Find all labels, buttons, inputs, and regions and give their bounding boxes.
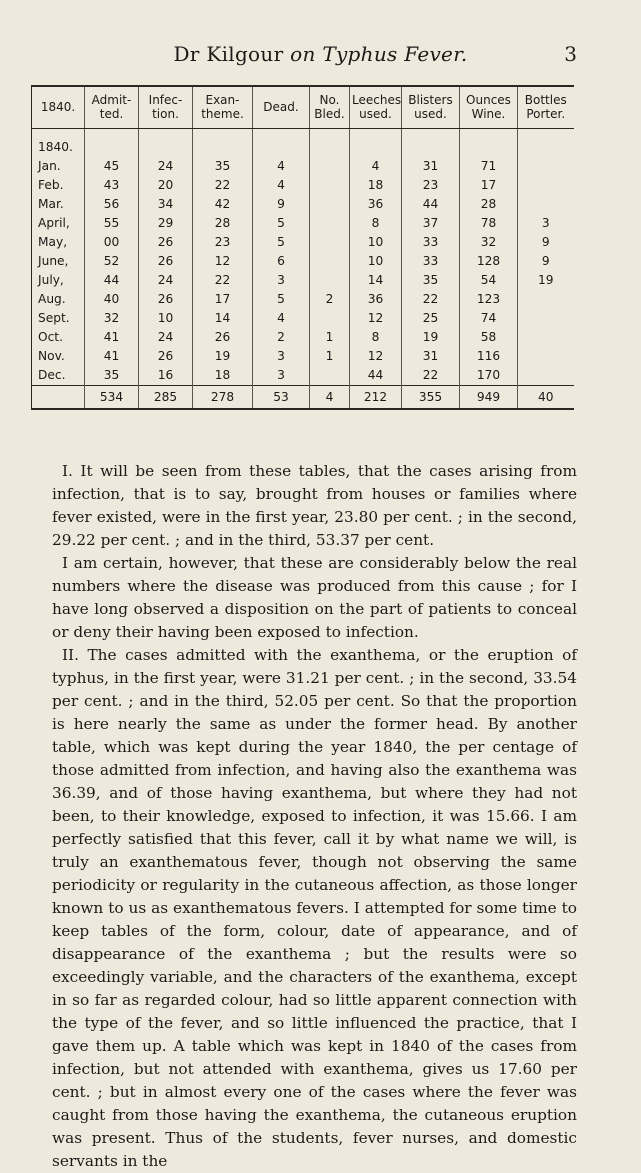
running-head xyxy=(0,42,641,72)
value-cell: 10 xyxy=(350,233,402,252)
table-row xyxy=(32,214,574,233)
value-cell: 36 xyxy=(350,290,402,309)
value-cell: 1 xyxy=(310,328,350,347)
value-cell: 42 xyxy=(193,195,253,214)
value-cell: 44 xyxy=(85,271,139,290)
value-cell: 23 xyxy=(402,176,460,195)
table-row xyxy=(32,252,574,271)
table-row xyxy=(32,233,574,252)
value-cell: 56 xyxy=(85,195,139,214)
value-cell: 12 xyxy=(350,309,402,328)
value-cell: 55 xyxy=(85,214,139,233)
value-cell: 16 xyxy=(139,366,193,386)
value-cell: 18 xyxy=(193,366,253,386)
column-header: Admit- ted. xyxy=(85,86,139,129)
value-cell: 41 xyxy=(85,347,139,366)
value-cell: 2 xyxy=(310,290,350,309)
value-cell xyxy=(310,309,350,328)
value-cell xyxy=(310,176,350,195)
total-cell xyxy=(32,386,85,410)
value-cell: 58 xyxy=(460,328,518,347)
month-cell: July, xyxy=(32,271,85,290)
value-cell xyxy=(310,252,350,271)
value-cell: 4 xyxy=(253,309,310,328)
table-row xyxy=(32,271,574,290)
statistics-table xyxy=(31,85,574,410)
column-header: Infec- tion. xyxy=(139,86,193,129)
value-cell xyxy=(518,309,574,328)
value-cell: 3 xyxy=(518,214,574,233)
value-cell: 3 xyxy=(253,271,310,290)
value-cell: 10 xyxy=(350,252,402,271)
total-cell: 534 xyxy=(85,386,139,410)
header-row xyxy=(32,86,574,129)
value-cell: 44 xyxy=(350,366,402,386)
column-header: Dead. xyxy=(253,86,310,129)
value-cell: 19 xyxy=(518,271,574,290)
table-body xyxy=(32,129,574,410)
value-cell xyxy=(518,195,574,214)
value-cell: 9 xyxy=(518,252,574,271)
value-cell: 9 xyxy=(518,233,574,252)
year-label: 1840. xyxy=(32,129,85,158)
value-cell: 24 xyxy=(139,328,193,347)
table-header xyxy=(32,86,574,129)
value-cell: 26 xyxy=(139,233,193,252)
total-cell: 53 xyxy=(253,386,310,410)
value-cell: 14 xyxy=(350,271,402,290)
value-cell: 31 xyxy=(402,347,460,366)
value-cell xyxy=(310,195,350,214)
column-header: Blisters used. xyxy=(402,86,460,129)
value-cell xyxy=(518,157,574,176)
value-cell: 54 xyxy=(460,271,518,290)
value-cell: 4 xyxy=(253,157,310,176)
value-cell: 5 xyxy=(253,214,310,233)
value-cell: 3 xyxy=(253,366,310,386)
running-head-title: Dr Kilgour on Typhus Fever. xyxy=(173,42,468,66)
value-cell: 2 xyxy=(253,328,310,347)
paragraph: II. The cases admitted with the exanthema, or the eruption of typhus, in the first year, were 31.21 per cent. ; in the second, 33.54 per cent. ; and in the third, 52.05 per cent. So that the proportion is here nearly the same as under the former head. By another table, which was kept during the year 1840, the per centage of those admitted from infection, and having also the exanthema was 36.39, and of those having exanthema, but where they had not been, to their knowledge, exposed to infection, it was 15.66. I am perfectly satisfied that this fever, call it by what name we will, is truly an exanthematous fever, though not observing the same periodicity or regularity in the cutaneous affection, as those longer known to us as exanthematous fevers. I attempted for some time to keep tables of the form, colour, date of appearance, and of disappearance of the exanthema ; but the results were so exceedingly variable, and the characters of the exanthema, except in so far as regarded colour, had so little apparent connection with the type of the fever, and so little influenced the practice, that I gave them up. A table which was kept in 1840 of the cases from infection, but not attended with exanthema, gives us 17.60 per cent. ; but in almost every one of the cases where the fever was caught from those having the exanthema, the cutaneous eruption was present. Thus of the students, fever nurses, and domestic servants in the xyxy=(52,646,577,1170)
value-cell xyxy=(518,328,574,347)
table-row xyxy=(32,309,574,328)
value-cell: 36 xyxy=(350,195,402,214)
month-cell: April, xyxy=(32,214,85,233)
paragraph: I am certain, however, that these are considerably below the real numbers where the disease was produced from this cause ; for I have long observed a disposition on the part of patients to conceal or deny their having been exposed to infection. xyxy=(52,554,577,641)
value-cell: 32 xyxy=(85,309,139,328)
value-cell xyxy=(310,233,350,252)
value-cell xyxy=(518,176,574,195)
table-row xyxy=(32,176,574,195)
column-header: Leeches used. xyxy=(350,86,402,129)
month-cell: Aug. xyxy=(32,290,85,309)
value-cell: 28 xyxy=(193,214,253,233)
table-row xyxy=(32,366,574,386)
value-cell: 4 xyxy=(350,157,402,176)
value-cell: 22 xyxy=(193,176,253,195)
value-cell: 123 xyxy=(460,290,518,309)
value-cell: 41 xyxy=(85,328,139,347)
column-header: Bottles Porter. xyxy=(518,86,574,129)
total-cell: 278 xyxy=(193,386,253,410)
page-number: 3 xyxy=(564,42,577,66)
value-cell: 19 xyxy=(193,347,253,366)
value-cell: 33 xyxy=(402,233,460,252)
value-cell: 26 xyxy=(139,290,193,309)
value-cell: 52 xyxy=(85,252,139,271)
table-row xyxy=(32,157,574,176)
value-cell: 32 xyxy=(460,233,518,252)
value-cell: 22 xyxy=(402,366,460,386)
total-cell: 212 xyxy=(350,386,402,410)
value-cell: 9 xyxy=(253,195,310,214)
value-cell: 19 xyxy=(402,328,460,347)
totals-row xyxy=(32,386,574,410)
value-cell: 71 xyxy=(460,157,518,176)
value-cell: 44 xyxy=(402,195,460,214)
value-cell xyxy=(310,366,350,386)
value-cell: 29 xyxy=(139,214,193,233)
value-cell: 4 xyxy=(253,176,310,195)
month-cell: Mar. xyxy=(32,195,85,214)
value-cell xyxy=(310,214,350,233)
value-cell: 24 xyxy=(139,271,193,290)
value-cell: 12 xyxy=(193,252,253,271)
value-cell: 8 xyxy=(350,328,402,347)
value-cell: 31 xyxy=(402,157,460,176)
body-text xyxy=(52,460,577,1173)
value-cell: 24 xyxy=(139,157,193,176)
value-cell: 40 xyxy=(85,290,139,309)
value-cell: 26 xyxy=(193,328,253,347)
value-cell: 17 xyxy=(460,176,518,195)
value-cell: 20 xyxy=(139,176,193,195)
value-cell: 26 xyxy=(139,252,193,271)
value-cell: 26 xyxy=(139,347,193,366)
total-cell: 40 xyxy=(518,386,574,410)
month-cell: Oct. xyxy=(32,328,85,347)
value-cell: 00 xyxy=(85,233,139,252)
month-cell: Nov. xyxy=(32,347,85,366)
month-cell: Feb. xyxy=(32,176,85,195)
column-header: Exan- theme. xyxy=(193,86,253,129)
column-header: 1840. xyxy=(32,86,85,129)
month-cell: Dec. xyxy=(32,366,85,386)
value-cell: 74 xyxy=(460,309,518,328)
value-cell: 35 xyxy=(85,366,139,386)
value-cell: 43 xyxy=(85,176,139,195)
value-cell: 8 xyxy=(350,214,402,233)
running-head-italic: Typhus Fever. xyxy=(322,42,468,66)
month-cell: Sept. xyxy=(32,309,85,328)
column-header: Ounces Wine. xyxy=(460,86,518,129)
value-cell: 116 xyxy=(460,347,518,366)
statistics-table-wrapper xyxy=(31,85,573,410)
value-cell: 25 xyxy=(402,309,460,328)
total-cell: 285 xyxy=(139,386,193,410)
value-cell: 37 xyxy=(402,214,460,233)
value-cell: 22 xyxy=(402,290,460,309)
value-cell xyxy=(518,347,574,366)
value-cell: 23 xyxy=(193,233,253,252)
value-cell: 12 xyxy=(350,347,402,366)
value-cell: 17 xyxy=(193,290,253,309)
value-cell: 170 xyxy=(460,366,518,386)
month-cell: Jan. xyxy=(32,157,85,176)
value-cell: 3 xyxy=(253,347,310,366)
value-cell xyxy=(518,366,574,386)
value-cell: 6 xyxy=(253,252,310,271)
value-cell: 5 xyxy=(253,233,310,252)
table-row xyxy=(32,328,574,347)
value-cell xyxy=(518,290,574,309)
value-cell: 5 xyxy=(253,290,310,309)
value-cell xyxy=(310,271,350,290)
value-cell: 33 xyxy=(402,252,460,271)
total-cell: 4 xyxy=(310,386,350,410)
running-head-on: on xyxy=(290,42,316,66)
column-header: No. Bled. xyxy=(310,86,350,129)
total-cell: 355 xyxy=(402,386,460,410)
month-cell: June, xyxy=(32,252,85,271)
value-cell: 35 xyxy=(193,157,253,176)
table-row xyxy=(32,347,574,366)
value-cell: 78 xyxy=(460,214,518,233)
total-cell: 949 xyxy=(460,386,518,410)
paragraph: I. It will be seen from these tables, that the cases arising from infection, that is to say, brought from houses or families where fever existed, were in the first year, 23.80 per cent. ; in the second, 29.22 per cent. ; and in the third, 53.37 per cent. xyxy=(52,462,577,549)
value-cell: 22 xyxy=(193,271,253,290)
value-cell: 1 xyxy=(310,347,350,366)
value-cell: 45 xyxy=(85,157,139,176)
value-cell: 10 xyxy=(139,309,193,328)
table-row xyxy=(32,195,574,214)
value-cell: 28 xyxy=(460,195,518,214)
value-cell: 128 xyxy=(460,252,518,271)
value-cell: 34 xyxy=(139,195,193,214)
month-cell: May, xyxy=(32,233,85,252)
value-cell: 14 xyxy=(193,309,253,328)
year-row xyxy=(32,129,574,158)
table-row xyxy=(32,290,574,309)
value-cell xyxy=(310,157,350,176)
value-cell: 35 xyxy=(402,271,460,290)
value-cell: 18 xyxy=(350,176,402,195)
